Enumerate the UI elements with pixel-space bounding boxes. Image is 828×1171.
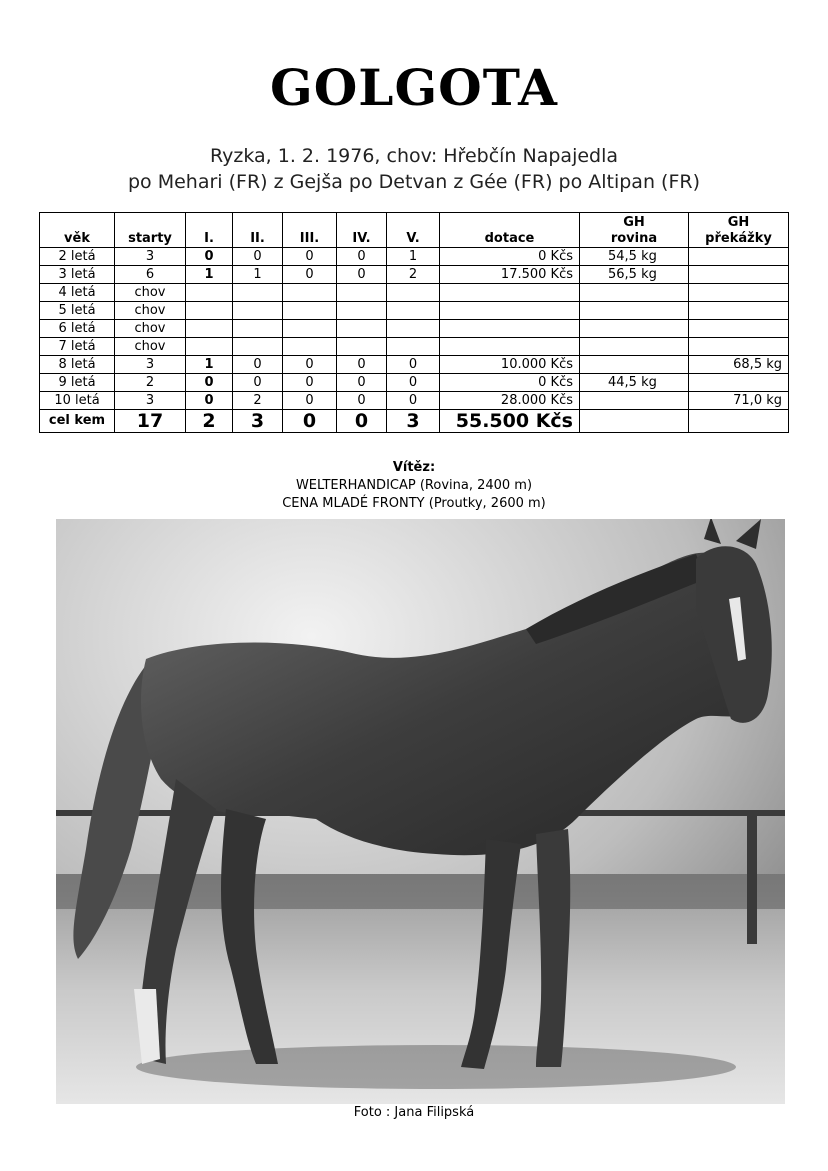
total-p3: 0: [283, 410, 337, 433]
photo-caption: Foto : Jana Filipská: [353, 1105, 475, 1120]
cell-p2: 0: [233, 248, 283, 266]
cell-p2: 2: [233, 392, 283, 410]
cell-p3: [283, 338, 337, 356]
cell-prize: 0 Kčs: [440, 374, 580, 392]
cell-p4: 0: [337, 374, 387, 392]
cell-p5: [387, 284, 440, 302]
cell-p3: 0: [283, 374, 337, 392]
cell-p1: 0: [186, 392, 233, 410]
cell-gh-flat: 54,5 kg: [580, 248, 689, 266]
cell-prize: 10.000 Kčs: [440, 356, 580, 374]
header-gh-flat-line2: rovina: [610, 231, 658, 246]
cell-gh-jump: 68,5 kg: [689, 356, 789, 374]
cell-prize: [440, 302, 580, 320]
cell-prize: [440, 284, 580, 302]
table-row: [40, 284, 789, 302]
cell-p5: [387, 302, 440, 320]
cell-gh-flat: [580, 356, 689, 374]
cell-p1: 0: [186, 248, 233, 266]
cell-gh-jump: [689, 284, 789, 302]
table-row: [40, 320, 789, 338]
cell-starts: 3: [115, 392, 186, 410]
horse-description: Ryzka, 1. 2. 1976, chov: Hřebčín Napajedla: [209, 145, 619, 167]
cell-p1: 1: [186, 356, 233, 374]
header-gh-flat-line1: GH: [623, 215, 645, 230]
table-header-row: [40, 213, 789, 248]
cell-p1: [186, 338, 233, 356]
race-record-table: [39, 212, 789, 433]
total-p4: 0: [337, 410, 387, 433]
cell-p4: [337, 302, 387, 320]
winner-section: [0, 459, 828, 513]
header-gh-jump-line2: překážky: [705, 231, 772, 246]
table-row: [40, 338, 789, 356]
cell-p3: [283, 320, 337, 338]
cell-gh-flat: [580, 302, 689, 320]
cell-p1: [186, 320, 233, 338]
cell-gh-flat: [580, 338, 689, 356]
header-starts: starty: [115, 213, 186, 248]
cell-gh-jump: [689, 302, 789, 320]
table-row: [40, 356, 789, 374]
cell-age: 7 letá: [40, 338, 115, 356]
cell-p1: 1: [186, 266, 233, 284]
table-row: [40, 302, 789, 320]
total-prize: 55.500 Kčs: [440, 410, 580, 433]
table-total-row: [40, 410, 789, 433]
winner-race-1: WELTERHANDICAP (Rovina, 2400 m): [295, 478, 533, 493]
horse-pedigree: po Mehari (FR) z Gejša po Detvan z Gée (FR) po Altipan (FR): [128, 171, 700, 193]
cell-gh-flat: 44,5 kg: [580, 374, 689, 392]
cell-p3: 0: [283, 356, 337, 374]
horse-photo: [56, 519, 785, 1104]
header-place-4: IV.: [337, 213, 387, 248]
cell-gh-jump: [689, 320, 789, 338]
total-label: cel kem: [40, 410, 115, 433]
winner-race-2: CENA MLADÉ FRONTY (Proutky, 2600 m): [282, 496, 546, 511]
cell-age: 8 letá: [40, 356, 115, 374]
cell-gh-flat: [580, 392, 689, 410]
cell-prize: 28.000 Kčs: [440, 392, 580, 410]
cell-age: 10 letá: [40, 392, 115, 410]
cell-p2: [233, 302, 283, 320]
total-p2: 3: [233, 410, 283, 433]
table-row: [40, 248, 789, 266]
cell-p4: 0: [337, 356, 387, 374]
cell-p3: [283, 302, 337, 320]
winner-heading: Vítěz:: [392, 460, 436, 475]
cell-gh-jump: [689, 374, 789, 392]
cell-p2: 1: [233, 266, 283, 284]
header-age: věk: [40, 213, 115, 248]
page-title: GOLGOTA: [270, 58, 558, 117]
cell-age: 6 letá: [40, 320, 115, 338]
cell-p2: [233, 320, 283, 338]
table-row: [40, 392, 789, 410]
header-gh-jump: [689, 213, 789, 248]
table-row: [40, 374, 789, 392]
cell-p4: [337, 284, 387, 302]
cell-p5: [387, 320, 440, 338]
cell-age: 4 letá: [40, 284, 115, 302]
cell-p1: 0: [186, 374, 233, 392]
total-p5: 3: [387, 410, 440, 433]
cell-p5: 2: [387, 266, 440, 284]
cell-gh-jump: [689, 266, 789, 284]
cell-p5: 1: [387, 248, 440, 266]
cell-age: 5 letá: [40, 302, 115, 320]
cell-p3: 0: [283, 392, 337, 410]
cell-gh-jump: [689, 248, 789, 266]
cell-gh-jump: [689, 338, 789, 356]
cell-p2: [233, 284, 283, 302]
cell-p2: [233, 338, 283, 356]
header-place-5: V.: [387, 213, 440, 248]
cell-p3: [283, 284, 337, 302]
cell-p4: 0: [337, 392, 387, 410]
header-prize: dotace: [440, 213, 580, 248]
cell-gh-flat: [580, 320, 689, 338]
cell-gh-flat: [580, 284, 689, 302]
cell-starts: chov: [115, 284, 186, 302]
cell-p3: 0: [283, 266, 337, 284]
header-gh-flat: [580, 213, 689, 248]
cell-age: 9 letá: [40, 374, 115, 392]
cell-p2: 0: [233, 374, 283, 392]
cell-starts: 2: [115, 374, 186, 392]
table-row: [40, 266, 789, 284]
cell-p4: [337, 320, 387, 338]
cell-starts: 3: [115, 248, 186, 266]
cell-starts: chov: [115, 338, 186, 356]
cell-starts: chov: [115, 320, 186, 338]
cell-gh-flat: 56,5 kg: [580, 266, 689, 284]
cell-prize: [440, 338, 580, 356]
cell-starts: 6: [115, 266, 186, 284]
cell-p1: [186, 284, 233, 302]
total-gh-jump: [689, 410, 789, 433]
total-gh-flat: [580, 410, 689, 433]
cell-prize: 0 Kčs: [440, 248, 580, 266]
cell-p4: 0: [337, 248, 387, 266]
cell-age: 2 letá: [40, 248, 115, 266]
cell-p5: 0: [387, 356, 440, 374]
cell-p1: [186, 302, 233, 320]
header-place-3: III.: [283, 213, 337, 248]
cell-prize: [440, 320, 580, 338]
header-gh-jump-line1: GH: [727, 215, 750, 230]
cell-starts: chov: [115, 302, 186, 320]
total-p1: 2: [186, 410, 233, 433]
cell-p5: 0: [387, 374, 440, 392]
header-place-1: I.: [186, 213, 233, 248]
cell-p3: 0: [283, 248, 337, 266]
cell-p5: 0: [387, 392, 440, 410]
cell-p4: [337, 338, 387, 356]
cell-age: 3 letá: [40, 266, 115, 284]
header-place-2: II.: [233, 213, 283, 248]
cell-starts: 3: [115, 356, 186, 374]
cell-prize: 17.500 Kčs: [440, 266, 580, 284]
cell-gh-jump: 71,0 kg: [689, 392, 789, 410]
cell-p4: 0: [337, 266, 387, 284]
cell-p2: 0: [233, 356, 283, 374]
cell-p5: [387, 338, 440, 356]
total-starts: 17: [115, 410, 186, 433]
